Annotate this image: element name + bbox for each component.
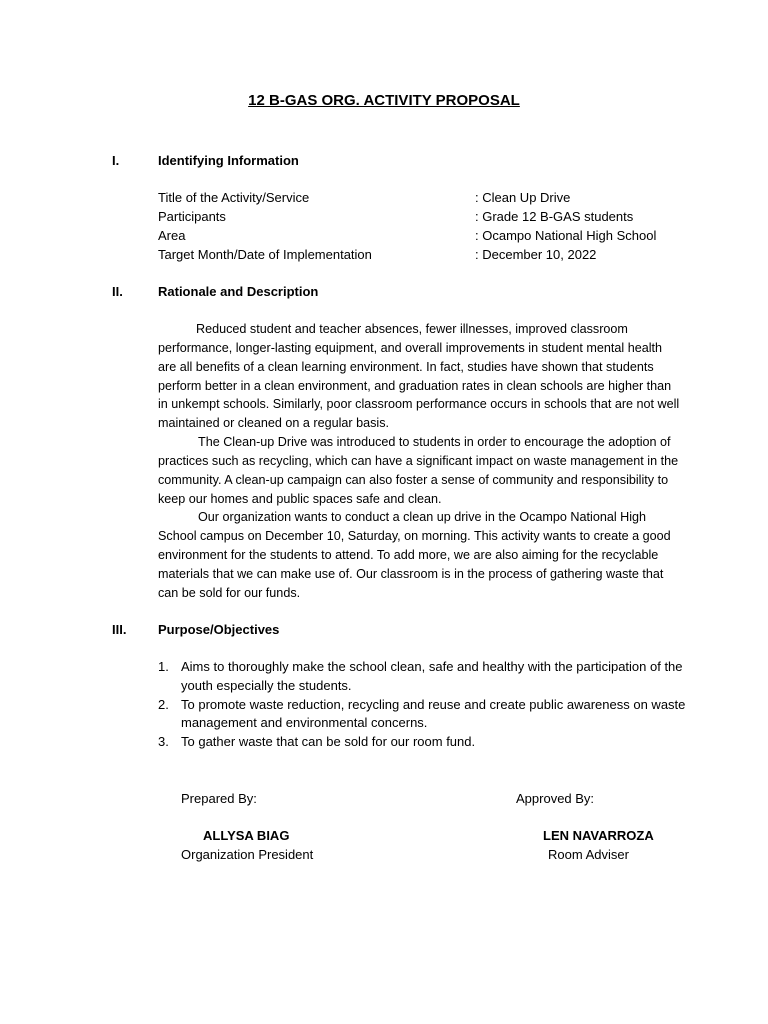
rationale-paragraph: Our organization wants to conduct a clean up drive in the Ocampo National High School campus on December 10, Saturday, on morning. This activity wants to create a good environment for the students to attend. To add more, we are also aiming for the recyclable materials that we can make use of. Our classroom is in the process of gathering waste that can be sold for our funds.	[158, 510, 671, 600]
info-value-area: : Ocampo National High School	[475, 228, 657, 243]
objective-number: 2.	[158, 697, 169, 712]
info-label-date: Target Month/Date of Implementation	[158, 247, 372, 262]
section-1-heading: Identifying Information	[158, 153, 299, 168]
info-value-date: : December 10, 2022	[475, 247, 597, 262]
approver-role: Room Adviser	[548, 847, 629, 862]
section-2-numeral: II.	[112, 284, 123, 299]
objective-text: To promote waste reduction, recycling and reuse and create public awareness on waste	[181, 697, 686, 712]
info-value-participants: : Grade 12 B-GAS students	[475, 209, 634, 224]
objective-text-continued: management and environmental concerns.	[181, 715, 428, 730]
preparer-role: Organization President	[181, 847, 314, 862]
objective-text: To gather waste that can be sold for our room fund.	[181, 734, 476, 749]
section-1-numeral: I.	[112, 153, 120, 168]
document-title: 12 B-GAS ORG. ACTIVITY PROPOSAL	[248, 92, 520, 109]
section-3-heading: Purpose/Objectives	[158, 622, 280, 637]
objective-number: 3.	[158, 734, 169, 749]
info-label-area: Area	[158, 228, 186, 243]
objective-text-continued: youth especially the students.	[181, 678, 352, 693]
objective-number: 1.	[158, 659, 169, 674]
approver-name: LEN NAVARROZA	[543, 828, 654, 843]
rationale-body	[158, 320, 680, 603]
rationale-paragraph: Reduced student and teacher absences, fewer illnesses, improved classroom performance, longer-lasting equipment, and overall improvements in student mental health are all benefits of a clean learning environment. In fact, studies have shown that students perform better in a clean environment, and graduation rates in clean schools are higher than in unkempt schools. Similarly, poor classroom performance occurs in schools that are not well maintained or cleaned on a regular basis.	[158, 322, 680, 431]
prepared-by-label: Prepared By:	[181, 791, 257, 806]
preparer-name: ALLYSA BIAG	[203, 828, 290, 843]
rationale-paragraph: The Clean-up Drive was introduced to students in order to encourage the adoption of practices such as recycling, which can have a significant impact on waste management in the community. A clean-up campaign can also foster a sense of community and responsibility to keep our homes and public spaces safe and clean.	[158, 435, 679, 506]
section-3-numeral: III.	[112, 622, 127, 637]
section-2-heading: Rationale and Description	[158, 284, 319, 299]
objective-text: Aims to thoroughly make the school clean, safe and healthy with the participation of the	[181, 659, 683, 674]
info-value-title: : Clean Up Drive	[475, 190, 571, 205]
info-label-participants: Participants	[158, 209, 226, 224]
info-label-title: Title of the Activity/Service	[158, 190, 310, 205]
approved-by-label: Approved By:	[516, 791, 595, 806]
